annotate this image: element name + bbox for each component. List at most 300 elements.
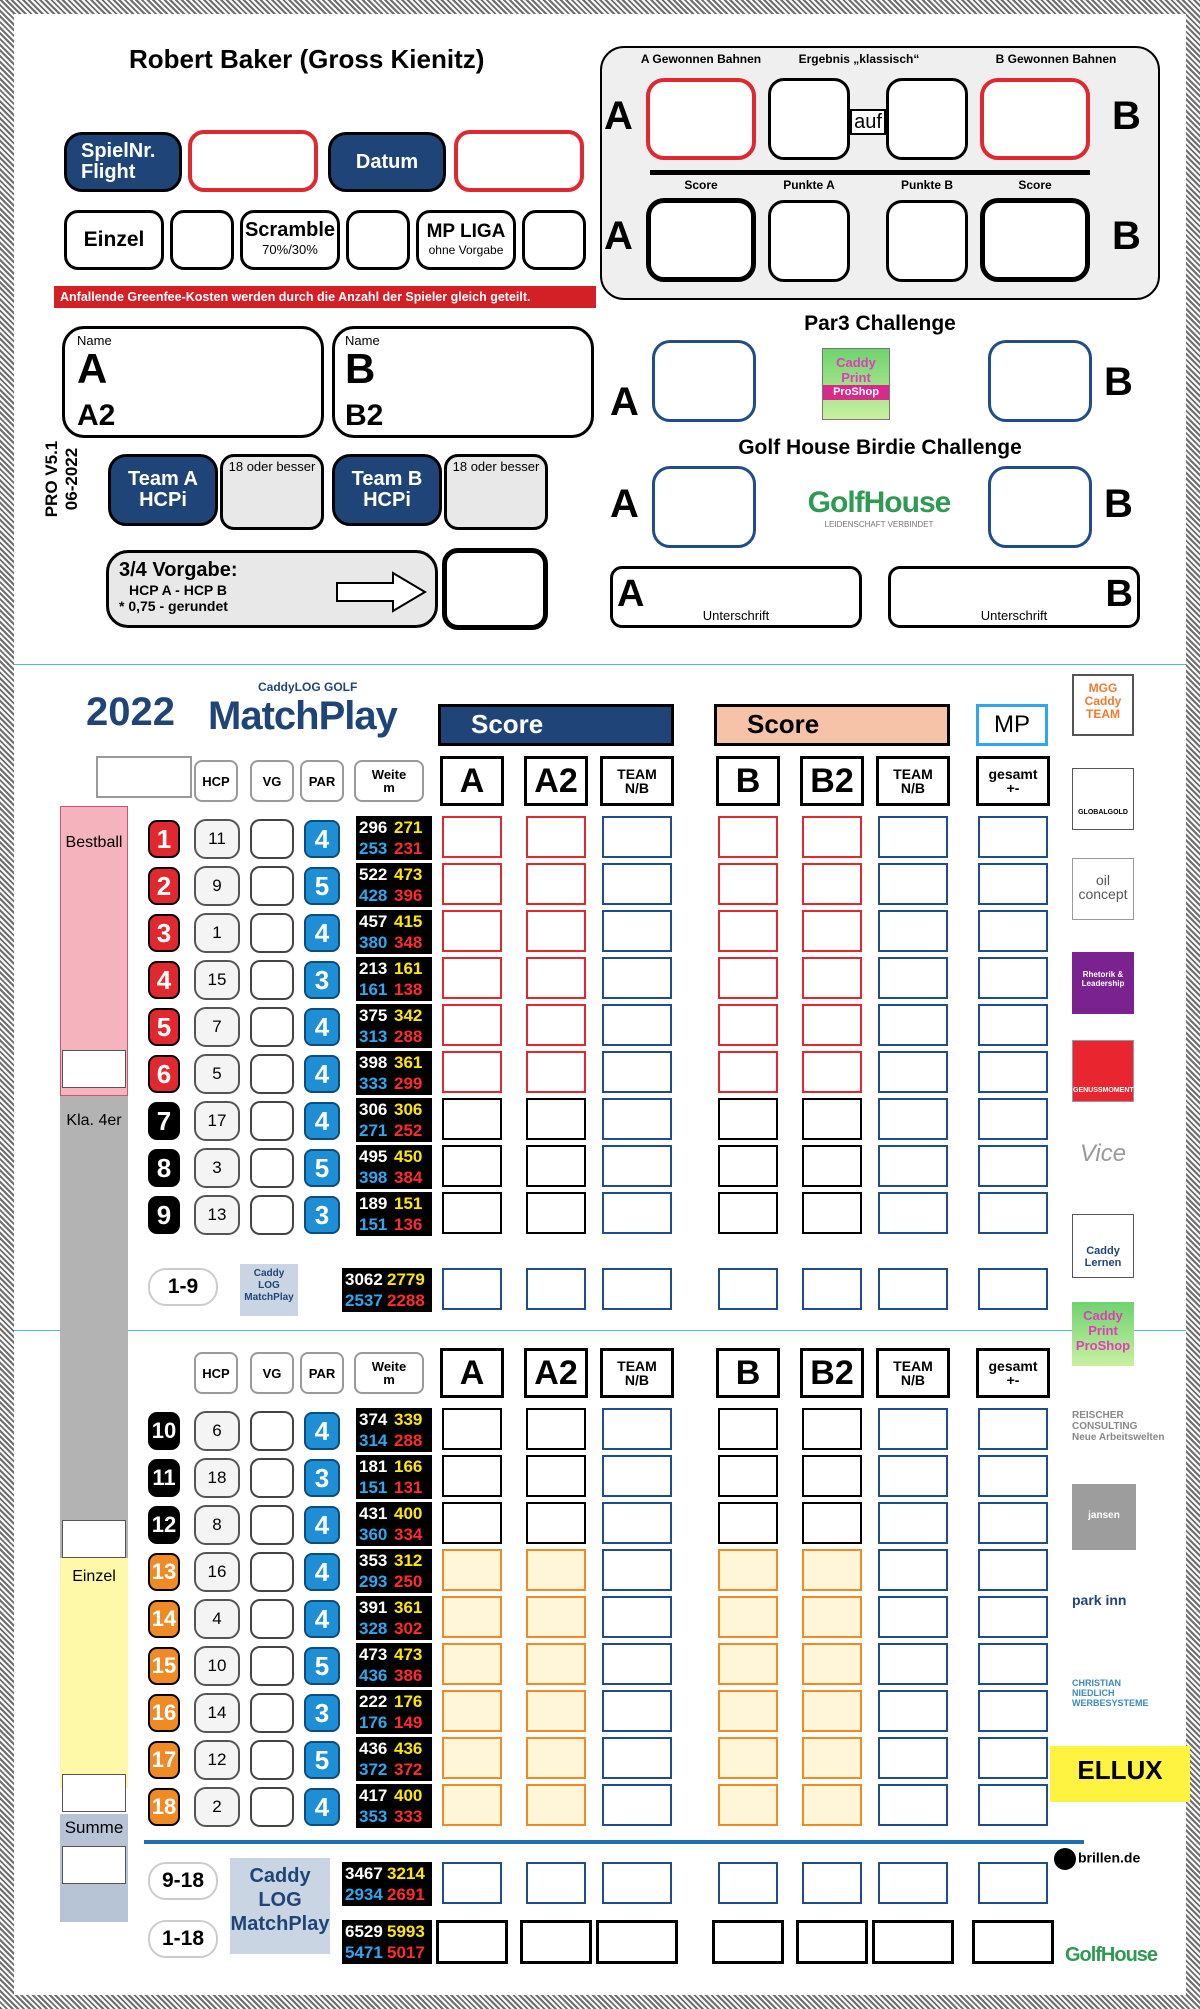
score-cell-mp-1[interactable] [978, 816, 1048, 858]
total-cell-b2-9-18[interactable] [802, 1862, 862, 1904]
hole-vg-input-13[interactable] [250, 1552, 294, 1592]
score-cell-a-10[interactable] [442, 1408, 502, 1450]
score-cell-a2-13[interactable] [526, 1549, 586, 1591]
datum-input[interactable] [454, 130, 584, 192]
score-cell-teamb-16[interactable] [878, 1690, 948, 1732]
score-cell-a-5[interactable] [442, 1004, 502, 1046]
hole-hcp-1: 11 [194, 819, 240, 859]
score-cell-team-4[interactable] [602, 957, 672, 999]
score-cell-a2-10[interactable] [526, 1408, 586, 1450]
score-cell-teamb-2[interactable] [878, 863, 948, 905]
score-cell-b2-5[interactable] [802, 1004, 862, 1046]
arrow-right-icon [335, 571, 427, 613]
score-cell-a-17[interactable] [442, 1737, 502, 1779]
score-cell-a-4[interactable] [442, 957, 502, 999]
score-cell-team-11[interactable] [602, 1455, 672, 1497]
score-cell-b-18[interactable] [718, 1784, 778, 1826]
hole-number-18: 18 [148, 1788, 180, 1826]
ellux-logo [1050, 1746, 1190, 1802]
score-cell-team-15[interactable] [602, 1643, 672, 1685]
distance-value: 386 [394, 1666, 423, 1685]
score-cell-a2-5[interactable] [526, 1004, 586, 1046]
player-title: Robert Baker (Gross Kienitz) [129, 44, 485, 74]
score-cell-a2-6[interactable] [526, 1051, 586, 1093]
score-cell-mp-2[interactable] [978, 863, 1048, 905]
score-cell-teamb-11[interactable] [878, 1455, 948, 1497]
total-distance-9-18 [342, 1862, 432, 1906]
einzel-checkbox[interactable] [170, 210, 234, 270]
score-cell-b-6[interactable] [718, 1051, 778, 1093]
hole-hcp-12: 8 [194, 1505, 240, 1545]
score-cell-b2-2[interactable] [802, 863, 862, 905]
total-cell-a-9-18[interactable] [442, 1862, 502, 1904]
hole-vg-input-14[interactable] [250, 1599, 294, 1639]
hole-number-11: 11 [148, 1459, 180, 1497]
vice-golf-logo [1072, 1140, 1134, 1180]
score-cell-b-5[interactable] [718, 1004, 778, 1046]
distance-value: 333 [359, 1074, 388, 1093]
team-a-hcpi-input[interactable] [220, 454, 324, 530]
distance-value: 5471 [345, 1943, 383, 1962]
score-cell-a2-15[interactable] [526, 1643, 586, 1685]
vorgabe-result-input[interactable] [442, 548, 548, 630]
score-cell-mp-14[interactable] [978, 1596, 1048, 1638]
score-cell-b2-16[interactable] [802, 1690, 862, 1732]
distance-value: 5017 [387, 1943, 425, 1962]
score-cell-team-5[interactable] [602, 1004, 672, 1046]
score-cell-team-18[interactable] [602, 1784, 672, 1826]
score-cell-b2-8[interactable] [802, 1145, 862, 1187]
score-cell-mp-15[interactable] [978, 1643, 1048, 1685]
score-cell-mp-10[interactable] [978, 1408, 1048, 1450]
hole-vg-input-12[interactable] [250, 1505, 294, 1545]
hole-number-1: 1 [148, 820, 180, 858]
sponsor-text-9: jansen [1088, 1510, 1120, 1521]
a-gewonnen-input[interactable] [646, 78, 756, 160]
score-a-input[interactable] [646, 198, 756, 282]
score-cell-a2-7[interactable] [526, 1098, 586, 1140]
score-cell-b-12[interactable] [718, 1502, 778, 1544]
hole-par-9: 3 [304, 1196, 340, 1234]
einzel-label [64, 210, 164, 270]
hole-vg-input-18[interactable] [250, 1787, 294, 1827]
separator-line-1 [14, 664, 1186, 665]
score-cell-b2-3[interactable] [802, 910, 862, 952]
score-cell-b-15[interactable] [718, 1643, 778, 1685]
bestball-label: Bestball [65, 834, 123, 851]
hole-number-2: 2 [148, 867, 180, 905]
score-cell-teamb-15[interactable] [878, 1643, 948, 1685]
golfhouse-logo-sub: LEIDENSCHAFT VERBINDET [824, 520, 934, 529]
hole-hcp-11: 18 [194, 1458, 240, 1498]
score-cell-a2-18[interactable] [526, 1784, 586, 1826]
hole-vg-input-8[interactable] [250, 1148, 294, 1188]
caddylog-brand: CaddyLOG GOLF [258, 680, 358, 694]
einzel-text: Einzel [83, 228, 145, 251]
score-cell-team-10[interactable] [602, 1408, 672, 1450]
hole-number-13: 13 [148, 1553, 180, 1591]
score-cell-a-13[interactable] [442, 1549, 502, 1591]
score-cell-a-3[interactable] [442, 910, 502, 952]
score-cell-teamb-13[interactable] [878, 1549, 948, 1591]
score-cell-teamb-10[interactable] [878, 1408, 948, 1450]
hole-par-11: 3 [304, 1459, 340, 1497]
score-cell-a-18[interactable] [442, 1784, 502, 1826]
auf-label: auf [850, 109, 886, 135]
score-cell-teamb-17[interactable] [878, 1737, 948, 1779]
total-cell-a2-1-9[interactable] [526, 1268, 586, 1310]
hole-par-17: 5 [304, 1741, 340, 1779]
hole-vg-input-17[interactable] [250, 1740, 294, 1780]
mpliga-text: MP LIGA [426, 221, 506, 242]
total-cell-team-9-18[interactable] [602, 1862, 672, 1904]
score-cell-a-9[interactable] [442, 1192, 502, 1234]
hole-distance-9 [356, 1192, 432, 1236]
score-cell-team-16[interactable] [602, 1690, 672, 1732]
total-cell-a2-1-18[interactable] [520, 1920, 592, 1964]
sponsor-text-3: Rhetorik & Leadership [1081, 970, 1125, 988]
hole-distance-15 [356, 1643, 432, 1687]
score-cell-b2-6[interactable] [802, 1051, 862, 1093]
caddyprint-logo [822, 348, 890, 420]
score-cell-teamb-1[interactable] [878, 816, 948, 858]
col-header-b: B [716, 1348, 780, 1398]
distance-value: 333 [394, 1807, 423, 1826]
signature-b-caption: Unterschrift [980, 608, 1048, 623]
distance-value: 396 [394, 886, 423, 905]
score-cell-a2-9[interactable] [526, 1192, 586, 1234]
score-cell-b2-7[interactable] [802, 1098, 862, 1140]
distance-value: 522 [359, 865, 388, 884]
score-cell-a-12[interactable] [442, 1502, 502, 1544]
summe-label: Summe [64, 1818, 124, 1837]
hole-hcp-2: 9 [194, 866, 240, 906]
par3-b-input[interactable] [988, 340, 1092, 422]
score-cell-team-12[interactable] [602, 1502, 672, 1544]
birdie-b-input[interactable] [988, 466, 1092, 548]
score-cell-a2-4[interactable] [526, 957, 586, 999]
score-cell-team-9[interactable] [602, 1192, 672, 1234]
hole-number-12: 12 [148, 1506, 180, 1544]
score-cell-a2-1[interactable] [526, 816, 586, 858]
total-cell-a-1-9[interactable] [442, 1268, 502, 1310]
score-cell-teamb-12[interactable] [878, 1502, 948, 1544]
hole-distance-10 [356, 1408, 432, 1452]
score-b-input[interactable] [980, 198, 1090, 282]
hole-vg-input-7[interactable] [250, 1101, 294, 1141]
hole-vg-input-4[interactable] [250, 960, 294, 1000]
hole-number-7: 7 [148, 1102, 180, 1140]
mpliga-checkbox[interactable] [522, 210, 586, 270]
klassisch-band [60, 1096, 128, 1582]
score-cell-mp-8[interactable] [978, 1145, 1048, 1187]
vorgabe-line2: * 0,75 - gerundet [119, 598, 228, 614]
score-cell-b2-1[interactable] [802, 816, 862, 858]
total-label-9-18: 9-18 [148, 1862, 218, 1900]
total-distance-1-9 [342, 1268, 432, 1312]
distance-value: 161 [359, 980, 388, 999]
score-cell-b-13[interactable] [718, 1549, 778, 1591]
score-cell-b-10[interactable] [718, 1408, 778, 1450]
punkte-a-input[interactable] [768, 200, 850, 282]
score-cell-b2-18[interactable] [802, 1784, 862, 1826]
total-cell-mp-1-18[interactable] [972, 1920, 1054, 1964]
einzel-format-label: Einzel [72, 1568, 116, 1585]
score-cell-b-16[interactable] [718, 1690, 778, 1732]
score-cell-team-13[interactable] [602, 1549, 672, 1591]
signature-b-box[interactable] [888, 566, 1140, 628]
klassisch-input[interactable] [62, 1520, 126, 1558]
col-header-mp: gesamt +- [976, 756, 1050, 806]
score-cell-mp-11[interactable] [978, 1455, 1048, 1497]
score-cell-mp-16[interactable] [978, 1690, 1048, 1732]
einzel-format-input[interactable] [62, 1774, 126, 1812]
score-cell-b-3[interactable] [718, 910, 778, 952]
result-b-letter-1: B [1112, 94, 1141, 138]
score-cell-team-14[interactable] [602, 1596, 672, 1638]
score-cell-b2-17[interactable] [802, 1737, 862, 1779]
total-cell-b2-1-9[interactable] [802, 1268, 862, 1310]
punkte-b-input[interactable] [886, 200, 968, 282]
birdie-a-input[interactable] [652, 466, 756, 548]
hole-vg-input-3[interactable] [250, 913, 294, 953]
score-cell-b2-14[interactable] [802, 1596, 862, 1638]
bestball-input[interactable] [62, 1050, 126, 1088]
total-cell-a-1-18[interactable] [436, 1920, 508, 1964]
score-cell-a2-12[interactable] [526, 1502, 586, 1544]
score-cell-a-6[interactable] [442, 1051, 502, 1093]
col-header-b2: B2 [800, 756, 864, 806]
score-b-caption: Score [1018, 178, 1052, 192]
score-cell-a-15[interactable] [442, 1643, 502, 1685]
signature-a-box[interactable] [610, 566, 862, 628]
ergebnis-b-input[interactable] [886, 78, 968, 160]
b-gewonnen-input[interactable] [980, 78, 1090, 160]
name-b-letter: B [345, 345, 376, 392]
total-cell-teamb-9-18[interactable] [878, 1862, 948, 1904]
score-cell-team-3[interactable] [602, 910, 672, 952]
score-cell-a2-2[interactable] [526, 863, 586, 905]
score-cell-b2-4[interactable] [802, 957, 862, 999]
distance-value: 436 [394, 1739, 423, 1758]
score-cell-b-8[interactable] [718, 1145, 778, 1187]
score-cell-a2-11[interactable] [526, 1455, 586, 1497]
score-cell-a-7[interactable] [442, 1098, 502, 1140]
klassisch-label: Kla. 4er [66, 1112, 122, 1129]
b-gewonnen-caption: B Gewonnen Bahnen [995, 52, 1117, 66]
score-cell-b-2[interactable] [718, 863, 778, 905]
hole-hcp-13: 16 [194, 1552, 240, 1592]
hole-number-9: 9 [148, 1196, 180, 1234]
score-cell-a2-16[interactable] [526, 1690, 586, 1732]
score-cell-mp-17[interactable] [978, 1737, 1048, 1779]
score-cell-b-4[interactable] [718, 957, 778, 999]
distance-value: 5993 [387, 1922, 425, 1941]
score-cell-b-14[interactable] [718, 1596, 778, 1638]
hole-distance-13 [356, 1549, 432, 1593]
distance-value: 436 [359, 1666, 388, 1685]
hole-vg-input-6[interactable] [250, 1054, 294, 1094]
separator-line-2 [14, 1330, 1186, 1331]
total-cell-team-1-9[interactable] [602, 1268, 672, 1310]
distance-value: 380 [359, 933, 388, 952]
hole-vg-input-11[interactable] [250, 1458, 294, 1498]
team-b-hcpi-input[interactable] [444, 454, 548, 530]
vorgabe-line1: HCP A - HCP B [129, 582, 228, 598]
score-cell-b2-12[interactable] [802, 1502, 862, 1544]
par3-a-input[interactable] [652, 340, 756, 422]
score-cell-teamb-14[interactable] [878, 1596, 948, 1638]
score-cell-b2-9[interactable] [802, 1192, 862, 1234]
col-header-a2: A2 [524, 1348, 588, 1398]
score-cell-mp-9[interactable] [978, 1192, 1048, 1234]
score-cell-mp-13[interactable] [978, 1549, 1048, 1591]
distance-value: 166 [394, 1457, 423, 1476]
hole-vg-input-16[interactable] [250, 1693, 294, 1733]
score-b-header [714, 704, 950, 746]
score-cell-mp-7[interactable] [978, 1098, 1048, 1140]
col-header-mp: gesamt +- [976, 1348, 1050, 1398]
vg-col-header: VG [250, 1352, 294, 1394]
score-cell-teamb-7[interactable] [878, 1098, 948, 1140]
datum-text: Datum [355, 150, 419, 173]
score-cell-b-1[interactable] [718, 816, 778, 858]
signature-a-caption: Unterschrift [702, 608, 770, 623]
score-cell-teamb-8[interactable] [878, 1145, 948, 1187]
score-cell-a-1[interactable] [442, 816, 502, 858]
score-cell-teamb-6[interactable] [878, 1051, 948, 1093]
total-cell-mp-9-18[interactable] [978, 1862, 1048, 1904]
distance-value: 361 [394, 1053, 423, 1072]
score-cell-a2-14[interactable] [526, 1596, 586, 1638]
score-cell-teamb-4[interactable] [878, 957, 948, 999]
caddylog-small-logo: Caddy LOG MatchPlay [240, 1264, 298, 1316]
score-cell-team-6[interactable] [602, 1051, 672, 1093]
total-cell-teamb-1-9[interactable] [878, 1268, 948, 1310]
distance-value: 3214 [387, 1864, 425, 1883]
score-cell-a-2[interactable] [442, 863, 502, 905]
team-b-hcpi-label [332, 454, 442, 526]
score-cell-team-7[interactable] [602, 1098, 672, 1140]
par3-b-letter: B [1104, 360, 1133, 404]
score-cell-mp-18[interactable] [978, 1784, 1048, 1826]
globalgold-logo [1072, 768, 1134, 830]
score-cell-b2-10[interactable] [802, 1408, 862, 1450]
score-cell-b2-13[interactable] [802, 1549, 862, 1591]
score-cell-mp-3[interactable] [978, 910, 1048, 952]
ergebnis-a-input[interactable] [768, 78, 850, 160]
hole-par-8: 5 [304, 1149, 340, 1187]
score-cell-a2-8[interactable] [526, 1145, 586, 1187]
score-cell-teamb-3[interactable] [878, 910, 948, 952]
score-cell-b-17[interactable] [718, 1737, 778, 1779]
par3-a-letter: A [610, 380, 639, 424]
hole-vg-input-1[interactable] [250, 819, 294, 859]
total-cell-b2-1-18[interactable] [796, 1920, 868, 1964]
score-cell-b2-15[interactable] [802, 1643, 862, 1685]
total-cell-b-1-9[interactable] [718, 1268, 778, 1310]
score-cell-teamb-9[interactable] [878, 1192, 948, 1234]
score-cell-b-11[interactable] [718, 1455, 778, 1497]
total-cell-mp-1-9[interactable] [978, 1268, 1048, 1310]
distance-value: 457 [359, 912, 388, 931]
summe-input[interactable] [62, 1846, 126, 1884]
scramble-checkbox[interactable] [346, 210, 410, 270]
hole-hcp-15: 10 [194, 1646, 240, 1686]
punkte-a-caption: Punkte A [783, 178, 835, 192]
score-cell-a-8[interactable] [442, 1145, 502, 1187]
hole-hcp-9: 13 [194, 1195, 240, 1235]
score-cell-team-17[interactable] [602, 1737, 672, 1779]
total-cell-teamb-1-18[interactable] [872, 1920, 954, 1964]
scramble-text: Scramble [244, 219, 336, 241]
score-cell-a-16[interactable] [442, 1690, 502, 1732]
total-cell-b-9-18[interactable] [718, 1862, 778, 1904]
total-cell-b-1-18[interactable] [712, 1920, 784, 1964]
score-cell-team-2[interactable] [602, 863, 672, 905]
sponsor-text-8: REISCHER CONSULTING Neue Arbeitswelten [1072, 1410, 1165, 1443]
distance-value: 306 [359, 1100, 388, 1119]
score-cell-a-14[interactable] [442, 1596, 502, 1638]
score-cell-a-11[interactable] [442, 1455, 502, 1497]
score-a-caption: Score [684, 178, 718, 192]
score-cell-mp-4[interactable] [978, 957, 1048, 999]
course-id-input[interactable] [96, 756, 192, 798]
score-cell-mp-5[interactable] [978, 1004, 1048, 1046]
score-cell-teamb-18[interactable] [878, 1784, 948, 1826]
name-a-box[interactable] [62, 326, 324, 438]
score-cell-b-9[interactable] [718, 1192, 778, 1234]
score-cell-team-1[interactable] [602, 816, 672, 858]
hole-distance-11 [356, 1455, 432, 1499]
distance-value: 384 [394, 1168, 423, 1187]
score-cell-b-7[interactable] [718, 1098, 778, 1140]
scorecard-sheet [14, 14, 1186, 1995]
total-cell-team-1-18[interactable] [596, 1920, 678, 1964]
hole-hcp-6: 5 [194, 1054, 240, 1094]
score-cell-mp-12[interactable] [978, 1502, 1048, 1544]
score-cell-team-8[interactable] [602, 1145, 672, 1187]
score-cell-a2-17[interactable] [526, 1737, 586, 1779]
hole-vg-input-2[interactable] [250, 866, 294, 906]
hole-vg-input-15[interactable] [250, 1646, 294, 1686]
distance-value: 176 [394, 1692, 423, 1711]
score-cell-b2-11[interactable] [802, 1455, 862, 1497]
spielnr-input[interactable] [188, 130, 318, 192]
hole-vg-input-10[interactable] [250, 1411, 294, 1451]
hole-par-1: 4 [304, 820, 340, 858]
hole-par-5: 4 [304, 1008, 340, 1046]
result-b-letter-2: B [1112, 214, 1141, 258]
score-cell-mp-6[interactable] [978, 1051, 1048, 1093]
name-b-box[interactable] [332, 326, 594, 438]
distance-value: 2934 [345, 1885, 383, 1904]
caddyprint-logo-text2: Print [841, 370, 871, 385]
hole-vg-input-9[interactable] [250, 1195, 294, 1235]
distance-value: 149 [394, 1713, 423, 1732]
distance-value: 391 [359, 1598, 388, 1617]
distance-value: 231 [394, 839, 423, 858]
sponsor-text-4: GENUSSMOMENTE [1073, 1087, 1139, 1094]
score-cell-teamb-5[interactable] [878, 1004, 948, 1046]
par3-title: Par3 Challenge [804, 312, 956, 335]
score-cell-a2-3[interactable] [526, 910, 586, 952]
total-cell-a2-9-18[interactable] [526, 1862, 586, 1904]
distance-value: 2288 [387, 1291, 425, 1310]
distance-value: 372 [394, 1760, 423, 1779]
caddyprint-sponsor-logo [1072, 1302, 1134, 1366]
hole-vg-input-5[interactable] [250, 1007, 294, 1047]
